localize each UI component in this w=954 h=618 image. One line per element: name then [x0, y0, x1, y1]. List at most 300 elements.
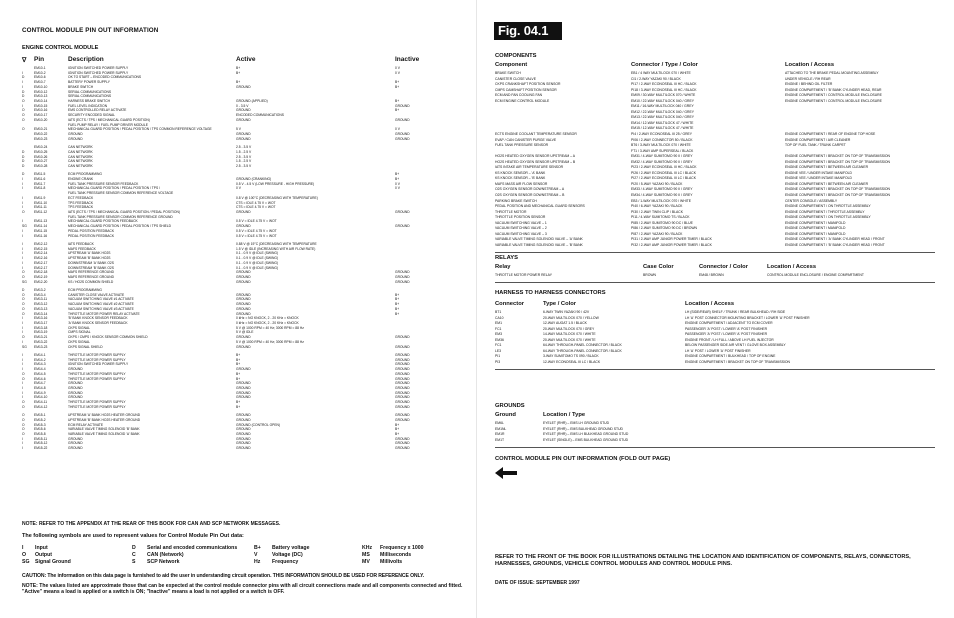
cell-connector: EM3 [495, 332, 502, 337]
symbol-legend [22, 545, 472, 566]
cell-inactive: B+ [395, 80, 400, 85]
cell-connector: PI86 / 2-WAY SUMITOMO 90 DC / BROWN [631, 226, 698, 231]
cell-description: VARIABLE VALVE TIMING SOLENOID 'B' BANK [68, 427, 140, 432]
cell-description: VACUUM SWITCHING VALVE #3 ACTIVATE [68, 306, 134, 311]
cell-pin: EM11-13 [34, 219, 48, 224]
cell-inactive: 0 V [395, 186, 400, 191]
cell-location: BELOW PASSENGER SIDE AIR VENT / GLOVE BOX ASSEMBLY [685, 343, 786, 348]
cell-description: THROTTLE MOTOR POWER SUPPLY [68, 371, 126, 376]
cell-description: THROTTLE MOTOR POWER SUPPLY [68, 400, 126, 405]
cell-description: CKPS SIGNAL [68, 325, 90, 330]
cell-description: THROTTLE MOTOR POWER RELAY ACTIVATE [68, 311, 140, 316]
cell-description: GROUND [68, 446, 83, 451]
date-of-issue: DATE OF ISSUE: SEPTEMBER 1997 [495, 580, 580, 586]
cell-pin: EM10-16 [34, 108, 48, 113]
cell-description: IATS FEEDBACK [68, 241, 94, 246]
cell-description: THROTTLE MOTOR POWER SUPPLY [68, 404, 126, 409]
cell-active: 5 V [236, 127, 241, 132]
grounds-header-location: Location / Type [543, 412, 586, 418]
cell-inactive: B+ [395, 427, 400, 432]
cell-inactive: GROUND [395, 352, 410, 357]
cell-description: GROUND [68, 381, 83, 386]
cell-component: VARIABLE VALVE TIMING SOLENOID VALVE – 'A' BANK [495, 237, 583, 242]
cell-description: MECHANICAL GUARD POSITION / PEDAL POSITION / TPS SHIELD [68, 224, 172, 229]
cell-connector: BT6 / 3-WAY MULTILOCK 070 / WHITE [631, 143, 691, 148]
cell-description: MAFS REFERENCE GROUND [68, 270, 114, 275]
cell-active: GROUND [236, 84, 251, 89]
cell-pin: EM10-7 [34, 80, 46, 85]
cell-pin: EM10-27 [34, 159, 48, 164]
cell-description: VACUUM SWITCHING VALVE #2 ACTIVATE [68, 302, 134, 307]
grounds-title: GROUNDS [495, 403, 525, 409]
cell-active: B+ [236, 371, 241, 376]
cell-active: GROUND [236, 344, 251, 349]
cell-connector: EM15 / 12-WAY MULTILOCK 47 / WHITE [631, 126, 694, 131]
harness-table [495, 310, 935, 365]
cell-connector: PI32 / 2-WAY AMP JUNIOR POWER TIMER / BLACK [631, 242, 712, 247]
cell-description: GROUND [68, 367, 83, 372]
cell-description: CMPS SIGNAL [68, 330, 91, 335]
cell-location: ENGINE FRONT / LH FULL / ABOVE LH FUEL INJECTOR [685, 337, 774, 342]
cell-inactive: 0 V [395, 127, 400, 132]
cell-active: GROUND [236, 446, 251, 451]
cell-active: B+ [236, 80, 241, 85]
cell-active: GROUND (CONTROL OPEN) [236, 422, 281, 427]
cell-type: 12-WAY ECONOSEAL III LC / BLACK [543, 359, 601, 364]
cell-description: GROUND [68, 132, 83, 137]
cell-component: HO2S HEATED OXYGEN SENSOR UPSTREAM – A [495, 154, 576, 159]
cell-inactive: B+ [395, 292, 400, 297]
components-header-component: Component [495, 62, 528, 68]
cell-location: TOP OF FUEL TANK / TRUNK CARPET [785, 143, 846, 148]
cell-ground: EM1NL [495, 426, 507, 431]
cell-pin: EM13-12 [34, 302, 48, 307]
cell-description: PEDAL POSITION FEEDBACK [68, 233, 115, 238]
harness-header-location: Location / Access [685, 301, 735, 307]
cell-active: GROUND [236, 210, 251, 215]
cell-active: GROUND (APPLIED) [236, 99, 268, 104]
cell-description: 'A' BANK KNOCK SENSOR FEEDBACK [68, 321, 128, 326]
cell-inactive: GROUND [395, 371, 410, 376]
cell-symbol: I [22, 381, 23, 386]
cell-pin: EM10-20 [34, 117, 48, 122]
cell-active: GROUND [236, 335, 251, 340]
cell-location: CONTROL MODULE ENCLOSURE / ENGINE COMPARTMENT [767, 273, 864, 277]
legend-symbol: V [254, 552, 258, 558]
cell-description: GROUND [68, 385, 83, 390]
cell-pin: EM11-7 [34, 181, 46, 186]
cell-location: ENGINE VEE / UNDER INTAKE MANIFOLD [785, 176, 853, 181]
cell-component: MAFS MASS AIR FLOW SENSOR [495, 181, 548, 186]
cell-description: UPSTREAM 'B' BANK HO2S HEATER GROUND [68, 417, 141, 422]
cell-type: 3-WAY SUMITOMO TS 090 / BLACK [543, 354, 599, 359]
cell-pin: EM15-1 [34, 413, 46, 418]
cell-location: ENGINE COMPARTMENT / CONTROL MODULE ENCLOSURE [785, 98, 882, 103]
cell-pin: EM12-19 [34, 274, 48, 279]
cell-location: ENGINE COMPARTMENT / ON THROTTLE ASSEMBLY [785, 215, 871, 220]
cell-active: B+ [236, 352, 241, 357]
cell-symbol: I [22, 205, 23, 210]
cell-pin: EM10-25 [34, 149, 48, 154]
cell-pin: EM13-13 [34, 306, 48, 311]
cell-pin: EM15-2 [34, 417, 46, 422]
legend-symbol: MV [362, 559, 370, 565]
cell-type: 20-WAY MULTILOCK 070 / WHITE [543, 337, 596, 342]
cell-active: GROUND [236, 224, 251, 229]
cell-active: ENCODED COMMUNICATIONS [236, 113, 284, 118]
cell-location: ATTACHED TO THE BRAKE PEDAL MOUNTING ASSEMBLY [785, 71, 879, 75]
table-row [22, 164, 460, 169]
legend-symbol: I [22, 545, 24, 551]
cell-component: VACUUM SWITCHING VALVE – 1 [495, 220, 547, 225]
legend-meaning: Input [35, 545, 48, 551]
cell-location: ENGINE / BEHIND OIL FILTER [785, 82, 833, 87]
cell-connector: EM48 / BROWN [699, 273, 724, 277]
cell-location: ENGINE COMPARTMENT / BULKHEAD / TOP OF ENGINE [685, 354, 776, 359]
cell-description: UPSTREAM 'A' BANK HO2S [68, 251, 111, 256]
cell-description: BATTERY POWER SUPPLY [68, 80, 110, 85]
cell-pin: EM14-2 [34, 357, 46, 362]
cell-pin: EM14-7 [34, 381, 46, 386]
cell-pin: EM11-14 [34, 224, 48, 229]
cell-pin: EM12-16 [34, 256, 48, 261]
cell-pin: EM13-22 [34, 339, 48, 344]
cell-inactive: GROUND [395, 224, 410, 229]
cell-connector: BT1 [495, 310, 502, 314]
cell-active: 5 V @ IDLE [236, 330, 254, 335]
cell-ground: EM1R [495, 432, 505, 437]
cell-active: B+ [236, 362, 241, 367]
cell-pin: EM10-10 [34, 84, 48, 89]
cell-inactive: GROUND [395, 335, 410, 340]
cell-connector: EM09 / 30-WAY MULTILOCK 070 / WHITE [631, 93, 696, 98]
legend-meaning: Serial and encoded communications [147, 545, 238, 551]
cell-location: ENGINE COMPARTMENT / CONTROL MODULE ENCLOSURE [785, 93, 882, 98]
legend-row [22, 552, 472, 559]
cell-active: CTS = IDLE 4.75 V = WOT [236, 200, 276, 205]
cell-connector: FT1 / 3-WAY AMP SUPERSEAL / BLACK [631, 148, 694, 153]
components-title: COMPONENTS [495, 53, 537, 59]
cell-connector: PI27 / 2-WAY ECONOSEAL III LC / BLACK [631, 176, 697, 181]
cell-pin: EM13-16 [34, 316, 48, 321]
cell-location: ENGINE COMPARTMENT / BRACKET ON TOP OF TRANSMISSION [785, 187, 891, 192]
cell-location: ENGINE COMPARTMENT / BETWEEN AIR CLEANER [785, 165, 869, 170]
legend-row [22, 559, 472, 566]
cell-connector: PI23 / 2-WAY ECONOSEAL III HC / BLACK [631, 165, 697, 170]
cell-active: GROUND [236, 292, 251, 297]
cell-active: GROUND [236, 132, 251, 137]
cell-symbol: O [22, 400, 25, 405]
cell-connector: EM31 / 4-WAY SUMITOMO 90 II / GREY [631, 154, 693, 159]
cell-active: GROUND [236, 136, 251, 141]
header-pin: Pin [34, 56, 45, 63]
cell-pin: EM11-9 [34, 195, 46, 200]
cell-component: THROTTLE POSITION SENSOR [495, 215, 546, 220]
cell-symbol: I [22, 436, 23, 441]
cell-active: 0 - 3.5 V [236, 103, 249, 108]
cell-symbol: O [22, 297, 25, 302]
cell-symbol: I [22, 362, 23, 367]
cell-pin: EM10-2 [34, 70, 46, 75]
cell-inactive: GROUND [395, 136, 410, 141]
cell-location: ENGINE COMPARTMENT / BRACKET ON TOP OF TRANSMISSION [785, 159, 891, 164]
cell-active: GROUND [236, 279, 251, 284]
cell-connector: EM14 / 12-WAY MULTILOCK 47 / WHITE [631, 120, 694, 125]
cell-connector: PI3 [495, 359, 501, 364]
cell-component: KS KNOCK SENSOR – 'A' BANK [495, 170, 546, 175]
cell-active: GROUND [236, 306, 251, 311]
cell-pin: EM11-10 [34, 200, 48, 205]
header-description: Description [68, 56, 104, 63]
cell-description: CAN NETWORK [68, 154, 93, 159]
cell-description: OK TO START – ENCODED COMMUNICATIONS [68, 75, 142, 80]
cell-component: THROTTLE MOTOR [495, 209, 527, 214]
cell-symbol: I [22, 446, 23, 451]
cell-symbol: O [22, 306, 25, 311]
cell-pin: EM13-4 [34, 292, 46, 297]
cell-location: CENTER CONSOLE / ASSEMBLY [785, 198, 838, 203]
legend-meaning: Battery voltage [272, 545, 310, 551]
symbols-intro: The following symbols are used to represent values for Control Module Pin Out data: [22, 533, 244, 539]
cell-symbol: I [22, 260, 23, 265]
cell-active: 0.88 V @ 19°C (DECREASING WITH TEMPERATURE [236, 241, 317, 246]
cell-component: PARKING BRAKE SWITCH [495, 198, 537, 203]
cell-symbol: O [22, 210, 25, 215]
cell-inactive: GROUND [395, 274, 410, 279]
cell-description: PEDAL POSITION FEEDBACK [68, 228, 115, 233]
cell-connector: EM13 / 22-WAY MULTILOCK 040 / GREY [631, 115, 694, 120]
legend-symbol: MS [362, 552, 370, 558]
cell-symbol: D [22, 159, 25, 164]
cell-location: ENGINE COMPARTMENT / MANIFOLD [785, 220, 846, 225]
cell-inactive: GROUND [395, 417, 410, 422]
cell-symbol: D [22, 154, 25, 159]
cell-active: 0.1 - 0.9 V @ IDLE (SWING) [236, 260, 279, 265]
cell-pin: EM13-11 [34, 297, 48, 302]
cell-component: ECM ENGINE CONTROL MODULE [495, 98, 550, 103]
cell-description: FUEL TANK PRESSURE SENSOR COMMON REFERENCE GROUND [68, 214, 173, 219]
cell-symbol: D [22, 89, 25, 94]
cell-symbol: I [22, 330, 23, 335]
relays-header-location: Location / Access [767, 264, 817, 270]
cell-active: B+ [236, 376, 241, 381]
cell-symbol: I [22, 246, 23, 251]
cell-description: CKPS SIGNAL SHIELD [68, 344, 103, 349]
cell-symbol: SG [22, 224, 27, 229]
cell-active: GROUND [236, 302, 251, 307]
cell-active: GROUND (CRANKING) [236, 177, 272, 181]
cell-component: IATS INTAKE AIR TEMPERATURE SENSOR [495, 165, 564, 170]
cell-inactive: GROUND [395, 132, 410, 137]
cell-active: 2.5 - 3.5 V [236, 154, 252, 159]
cell-pin: EM10-6 [34, 75, 46, 80]
cell-component: CANISTER CLOSE VALVE [495, 76, 536, 81]
cell-active: GROUND [236, 413, 251, 418]
cell-component: ECM AND FAN COOLING FAN [495, 93, 543, 98]
cell-connector: LE3 [495, 348, 502, 353]
cell-pin: EM13-17 [34, 321, 48, 326]
cell-inactive: B+ [395, 84, 400, 89]
cell-description: KS / HO2S COMMON SHIELD [68, 279, 114, 284]
cell-description: CKPS SIGNAL [68, 339, 90, 344]
cell-description: GROUND [68, 390, 83, 395]
cell-component: KS KNOCK SENSOR – 'B' BANK [495, 176, 546, 181]
cell-pin: EM14-9 [34, 390, 46, 395]
cell-pin: EM14-5 [34, 371, 46, 376]
cell-pin: EM12-17 [34, 260, 48, 265]
harness-header-connector: Connector [495, 301, 524, 307]
cell-symbol: I [22, 325, 23, 330]
cell-symbol: O [22, 127, 25, 132]
cell-symbol: O [22, 432, 25, 437]
cell-symbol: I [22, 385, 23, 390]
cell-inactive: 0 V [395, 181, 400, 186]
cell-description: VARIABLE VALVE TIMING SOLENOID 'A' BANK [68, 432, 140, 437]
cell-description: GROUND [68, 436, 83, 441]
cell-active: 0 V [236, 186, 241, 191]
legend-symbol: SG [22, 559, 30, 565]
cell-description: ECM PROGRAMMING [68, 288, 102, 292]
legend-meaning: CAN (Network) [147, 552, 184, 558]
cell-symbol: I [22, 84, 23, 89]
cell-symbol: O [22, 117, 25, 122]
cell-inactive: GROUND [395, 385, 410, 390]
cell-pin: EM10-23 [34, 136, 48, 141]
cell-inactive: GROUND [395, 367, 410, 372]
legend-symbol: Hz [254, 559, 261, 565]
cell-connector: EM33 / 4-WAY SUMITOMO 90 II / GREY [631, 187, 693, 192]
cell-active: 1.5 V @ IDLE (INCREASING WITH AIR FLOW RATE) [236, 246, 316, 251]
cell-pin: EM14-8 [34, 385, 46, 390]
cell-connector: PI20 / 5-WAY YAZAKI 90 / BLACK [631, 181, 683, 186]
cell-symbol: O [22, 311, 25, 316]
cell-pin: EM12-18 [34, 270, 48, 275]
page-title: CONTROL MODULE PIN OUT INFORMATION [22, 27, 159, 34]
cell-case-color: BROWN [643, 273, 656, 277]
cell-type: 6-WAY TWIN YAZAKI 90 / 42V [543, 310, 590, 314]
cell-pin: EM13-2 [34, 288, 46, 292]
cell-symbol: I [22, 195, 23, 200]
cell-description: DOWNSTREAM 'B' BANK O2S [68, 265, 114, 270]
cell-symbol: O [22, 427, 25, 432]
cell-component: PEDAL POSITION AND MECHANICAL GUARD SENSORS [495, 204, 585, 209]
cell-symbol: I [22, 390, 23, 395]
cell-symbol: O [22, 422, 25, 427]
cell-pin: EM15-12 [34, 441, 48, 446]
cell-active: 0.8 V @ 100°C (DECREASING WITH TEMPERATURE) [236, 195, 318, 200]
cell-inactive: GROUND [395, 344, 410, 349]
cell-pin: EM10-13 [34, 94, 48, 99]
cell-connector: EM12 / 22-WAY MULTILOCK 040 / GREY [631, 109, 694, 114]
cell-inactive: B+ [395, 172, 400, 177]
cell-connector: FC1 [495, 343, 502, 348]
cell-inactive: GROUND [395, 413, 410, 418]
cell-description: BRAKE SWITCH [68, 84, 94, 89]
cell-symbol: O [22, 413, 25, 418]
cell-description: FUEL PUMP RELAY / FUEL PUMP DRIVER MODULE [68, 122, 148, 127]
cell-location: ENGINE COMPARTMENT / BETWEEN AIR CLEANER [785, 181, 869, 186]
cell-symbol: I [22, 352, 23, 357]
cell-inactive: GROUND [395, 381, 410, 386]
cell-connector: PI85 / 2-WAY SUMITOMO 90 DC / BLUE [631, 220, 693, 225]
cell-pin: EM12-12 [34, 241, 48, 246]
cell-description: CANISTER CLOSE VALVE ACTIVATE [68, 292, 125, 297]
cell-active: GROUND [236, 385, 251, 390]
cell-connector: PI06 / 2-WAY CONNECTOR 50 / BLACK [631, 137, 693, 142]
cell-active: GROUND [236, 108, 251, 113]
cell-active: GROUND [236, 441, 251, 446]
legend-symbol: D [132, 545, 136, 551]
cell-pin: EM13-21 [34, 335, 48, 340]
cell-connector: EB3 / 1-WAY MULTILOCK 070 / WHITE [631, 198, 691, 203]
cell-connector: EM1 [495, 321, 502, 326]
cell-active: 2.5 - 3.5 V [236, 163, 252, 168]
cell-pin: EM12-15 [34, 246, 48, 251]
cell-inactive: B+ [395, 302, 400, 307]
header-active: Active [236, 56, 256, 63]
cell-symbol: I [22, 219, 23, 224]
cell-active: GROUND [236, 367, 251, 372]
cell-inactive: GROUND [395, 390, 410, 395]
cell-inactive: 0 V [395, 66, 400, 70]
cell-description: THROTTLE MOTOR POWER SUPPLY [68, 352, 126, 357]
cell-component: O2S OXYGEN SENSOR DOWNSTREAM – B [495, 193, 565, 198]
legend-symbol: KHz [362, 545, 373, 551]
cell-symbol: I [22, 241, 23, 246]
right-page [477, 0, 954, 618]
cell-inactive: B+ [395, 422, 400, 427]
cell-active: B+ [236, 66, 241, 70]
components-header-location: Location / Access [785, 62, 835, 68]
cell-symbol: I [22, 70, 23, 75]
cell-symbol: D [22, 163, 25, 168]
cell-location: LH 'A' POST CONNECTOR MOUNTING BRACKET / LOWER 'A' POST FINISHER [685, 315, 810, 320]
cell-description: MECHANICAL GUARD POSITION / PEDAL POSITION / TPS COMMON REFERENCE VOLTAGE [68, 127, 212, 132]
cell-description: IGNITION SWITCHED POWER SUPPLY [68, 362, 129, 367]
cell-connector: PI1 [495, 354, 501, 359]
cell-pin: EM14-11 [34, 400, 48, 405]
foldout-title: CONTROL MODULE PIN OUT INFORMATION (FOLD OUT PAGE) [495, 456, 671, 462]
cell-description: HARNESS BRAKE SWITCH [68, 99, 110, 104]
cell-pin: EM14-1 [34, 352, 46, 357]
cell-inactive: GROUND [395, 400, 410, 405]
cell-component: O2S OXYGEN SENSOR DOWNSTREAM – A [495, 187, 565, 192]
cell-pin: EM10-21 [34, 127, 48, 132]
cell-location: ENGINE COMPARTMENT / BRACKET ON TOP OF TRANSMISSION [785, 154, 891, 159]
cell-pin: EM11-15 [34, 228, 48, 233]
cell-component: EVAP / CAN CANISTER PURGE VALVE [495, 137, 557, 142]
cell-active: GROUND [236, 395, 251, 400]
cell-inactive: GROUND [395, 446, 410, 451]
cell-symbol: I [22, 316, 23, 321]
cell-description: VACUUM SWITCHING VALVE #1 ACTIVATE [68, 297, 134, 302]
cell-location: ENGINE COMPARTMENT / REAR OF ENGINE TOP HOSE [785, 132, 876, 137]
cell-active: GROUND [236, 436, 251, 441]
cell-description: FUEL TANK PRESSURE SENSOR FEEDBACK [68, 181, 139, 186]
cell-active: 2.5 - 3.5 V [236, 145, 252, 150]
cell-symbol: I [22, 395, 23, 400]
cell-pin: EM11-11 [34, 205, 47, 210]
cell-description: IATS (ECTS / TPS / MECHANICAL GUARD POSITION) [68, 117, 150, 122]
cell-inactive: B+ [395, 177, 400, 181]
cell-pin: EM10-1 [34, 66, 46, 70]
cell-inactive: GROUND [395, 279, 410, 284]
table-row [495, 360, 935, 366]
table-row [22, 280, 460, 285]
caution-text: CAUTION: The information on this data page is furnished to aid the user in understanding circuit operation. THIS INFORMATION SHOULD BE USED FOR REFERENCE ONLY. [22, 573, 425, 579]
legend-symbol: S [132, 559, 136, 565]
cell-connector: EM34 / 4-WAY SUMITOMO 90 II / GREY [631, 193, 693, 198]
